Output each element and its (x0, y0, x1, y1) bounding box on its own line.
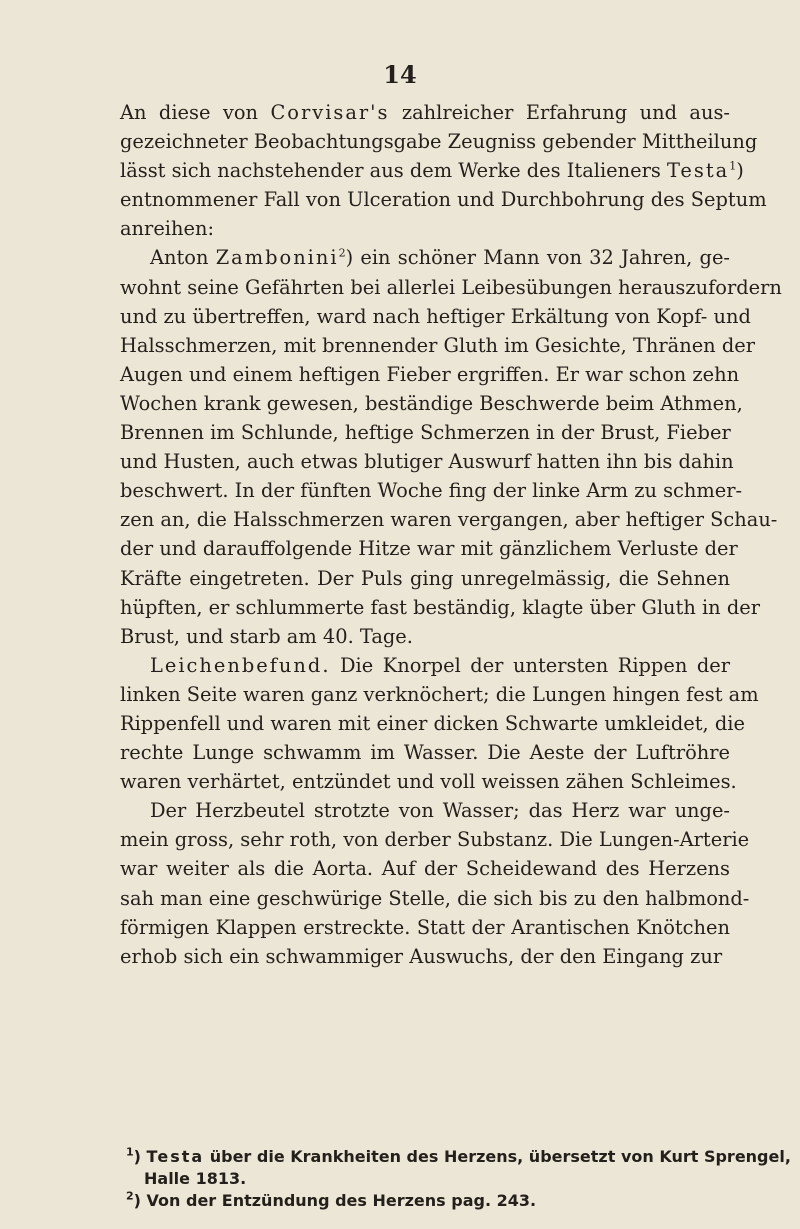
text-line (120, 505, 778, 534)
text-line (120, 447, 734, 476)
text-run: gezeichneter Beobachtungsgabe Zeugniss gebender Mittheilung (120, 130, 758, 154)
text-line (120, 156, 744, 185)
text-run: Rippenfell und waren mit einer dicken Schwarte umkleidet, die (120, 711, 745, 735)
footnote-marker: 2 (338, 247, 346, 260)
text-run: und Husten, auch etwas blutiger Auswurf hatten ihn bis dahin (120, 450, 734, 474)
text-line (120, 593, 760, 622)
text-line (120, 243, 730, 272)
text-line (120, 331, 755, 360)
text-run: Der Herzbeutel strotzte von Wasser; das Herz war unge- (150, 799, 730, 823)
emphasized-text: Testa (667, 159, 730, 183)
text-run: hüpften, er schlummerte fast beständig, klagte über Gluth in der (120, 595, 760, 619)
text-run: lässt sich nachstehender aus dem Werke des Italieners (120, 159, 667, 183)
footnote-line (126, 1190, 736, 1212)
text-line (120, 98, 730, 127)
text-line (120, 767, 737, 796)
paragraph (120, 651, 759, 796)
text-line (120, 884, 750, 913)
paragraph (120, 98, 767, 243)
footnote-marker: 1 (729, 159, 737, 173)
text-run: ) Von der Entzündung des Herzens pag. 243. (133, 1191, 537, 1210)
page-number: 14 (383, 60, 417, 89)
footnote-marker: 1 (126, 1145, 134, 1159)
text-line (120, 302, 751, 331)
text-line (120, 534, 738, 563)
text-line (120, 418, 730, 447)
paragraph (120, 243, 782, 650)
paragraph (120, 796, 750, 971)
text-run: zen an, die Halsschmerzen waren vergangen, aber heftiger Schau- (120, 508, 778, 532)
text-line (120, 622, 730, 651)
footnote-line (126, 1145, 791, 1168)
footnote-line (126, 1168, 736, 1190)
text-run: sah man eine geschwürige Stelle, die sich bis zu den halbmond- (120, 886, 750, 910)
text-run: ) (736, 159, 744, 183)
text-run: förmigen Klappen erstreckte. Statt der Arantischen Knötchen (120, 915, 730, 939)
text-line (120, 564, 730, 593)
emphasized-text: Corvisar's (270, 101, 390, 124)
text-run: Die Knorpel der untersten Rippen der (330, 653, 730, 677)
text-line (120, 825, 750, 854)
emphasized-text: Testa (146, 1147, 205, 1166)
emphasized-text: Leichenbefund. (150, 653, 331, 677)
text-line (120, 680, 759, 709)
text-line (120, 127, 758, 156)
text-run: Anton (150, 246, 216, 270)
text-line (120, 738, 730, 767)
text-run: An diese von (120, 101, 271, 124)
text-line (120, 360, 740, 389)
text-run: Kräfte eingetreten. Der Puls ging unregelmässig, die Sehnen (120, 566, 730, 590)
text-run: Brennen im Schlunde, heftige Schmerzen in der Brust, Fieber (120, 421, 731, 445)
text-run: Wochen krank gewesen, beständige Beschwerde beim Athmen, (120, 391, 743, 415)
footnotes (126, 1145, 791, 1212)
body-text (120, 98, 782, 971)
text-run: Halsschmerzen, mit brennender Gluth im Gesichte, Thränen der (120, 333, 755, 357)
text-line (120, 476, 743, 505)
text-run: ) (133, 1147, 147, 1166)
text-line (120, 854, 730, 883)
text-run: linken Seite waren ganz verknöchert; die Lungen hingen fest am (120, 682, 759, 706)
text-run: der und darauffolgende Hitze war mit gänzlichem Verluste der (120, 537, 738, 561)
footnote-marker: 2 (126, 1189, 134, 1203)
text-line (120, 389, 743, 418)
text-line (120, 185, 767, 214)
text-line (120, 214, 730, 243)
text-run: wohnt seine Gefährten bei allerlei Leibesübungen herauszufordern (120, 275, 782, 299)
text-run: erhob sich ein schwammiger Auswuchs, der den Eingang zur (120, 944, 723, 968)
emphasized-text: Zambonini (215, 246, 339, 270)
text-line (120, 942, 730, 971)
text-run: entnommener Fall von Ulceration und Durchbohrung des Septum (120, 188, 767, 212)
text-line (120, 273, 782, 302)
text-run: rechte Lunge schwamm im Wasser. Die Aeste der Luftröhre (120, 741, 730, 765)
text-run: waren verhärtet, entzündet und voll weissen zähen Schleimes. (120, 770, 737, 794)
text-run: war weiter als die Aorta. Auf der Scheidewand des Herzens (120, 857, 730, 881)
text-run: Augen und einem heftigen Fieber ergriffen. Er war schon zehn (120, 362, 740, 386)
text-line (120, 913, 730, 942)
text-run: anreihen: (120, 217, 214, 241)
text-run: Halle 1813. (144, 1169, 247, 1188)
text-run: ) ein schöner Mann von 32 Jahren, ge- (345, 246, 730, 270)
text-run: beschwert. In der fünften Woche fing der linke Arm zu schmer- (120, 479, 743, 503)
footnote (126, 1145, 791, 1190)
text-line (120, 796, 730, 825)
text-run: über die Krankheiten des Herzens, übersetzt von Kurt Sprengel, (204, 1147, 791, 1166)
text-run: zahlreicher Erfahrung und aus- (389, 101, 730, 124)
text-run: und zu übertreffen, ward nach heftiger Erkältung von Kopf- und (120, 304, 751, 328)
text-line (120, 651, 730, 680)
text-run: mein gross, sehr roth, von derber Substanz. Die Lungen-Arterie (120, 828, 750, 852)
text-run: Brust, und starb am 40. Tage. (120, 624, 413, 648)
footnote (126, 1190, 736, 1212)
text-line (120, 709, 745, 738)
